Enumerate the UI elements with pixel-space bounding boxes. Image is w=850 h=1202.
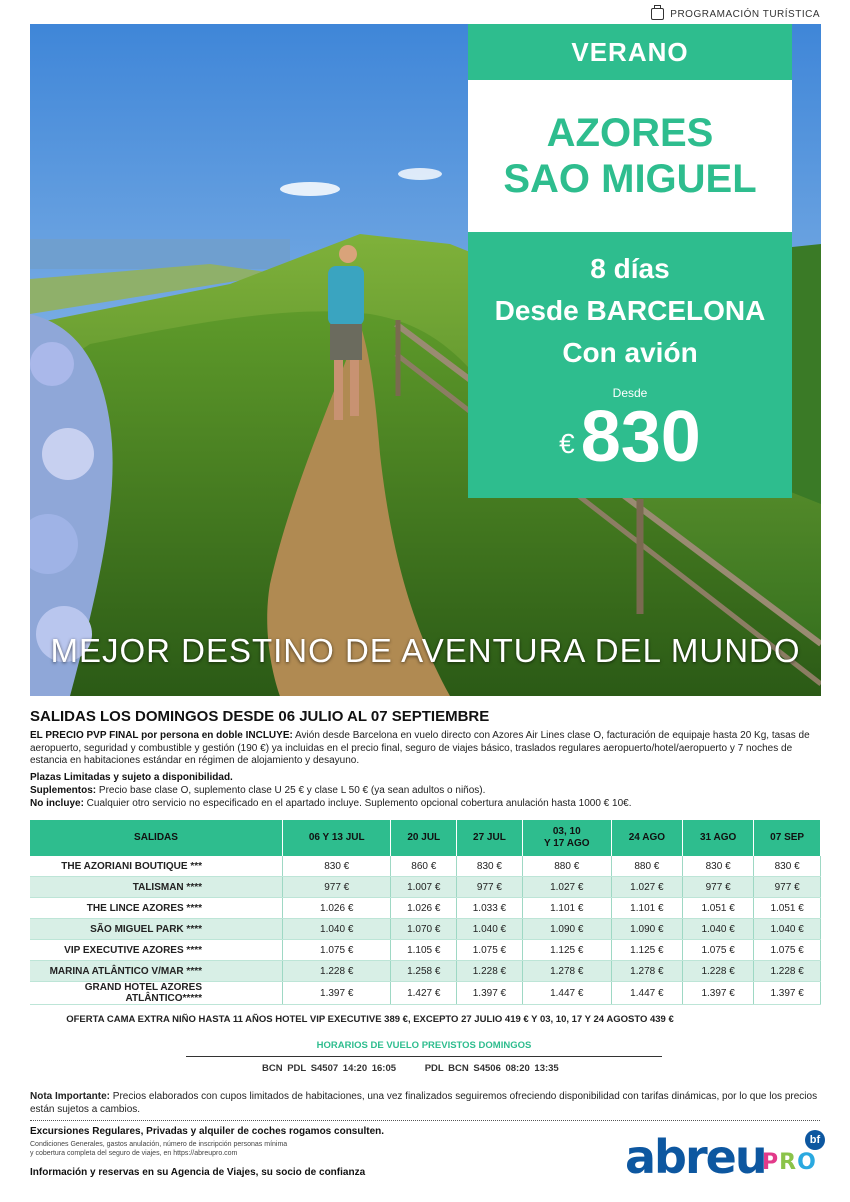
footer-info: Información y reservas en su Agencia de Viajes, su socio de confianza [30,1167,366,1178]
header-col-2: 20 JUL [391,820,457,856]
hotel-name: THE AZORIANI BOUTIQUE *** [30,856,283,877]
price-cell: 1.397 € [457,982,523,1005]
pro-letter-p: P [762,1150,780,1175]
pro-letter-o: O [797,1150,817,1175]
child-bed-offer: OFERTA CAMA EXTRA NIÑO HASTA 11 AÑOS HOTEL VIP EXECUTIVE 389 €, EXCEPTO 27 JULIO 419 € Y 03, 10, 17 Y 24 AGOSTO 439 € [66,1014,674,1025]
price-block [468,396,792,478]
trip-info [468,232,792,498]
price-cell: 977 € [683,877,754,898]
price-cell: 1.040 € [754,919,821,940]
table-row [30,940,821,961]
header-col-3: 27 JUL [457,820,523,856]
includes-paragraph [30,730,820,768]
flight-schedule-title: HORARIOS DE VUELO PREVISTOS DOMINGOS [186,1040,662,1057]
price-cell: 1.101 € [611,898,682,919]
header-col-4-line2: Y 17 AGO [543,838,590,849]
table-row [30,982,821,1005]
destination-line-1: AZORES [546,111,714,155]
hotel-name: GRAND HOTEL AZORES ATLÂNTICO***** [30,982,283,1005]
price-cell: 830 € [754,856,821,877]
price-currency: € [559,428,575,459]
price-cell: 1.090 € [522,919,611,940]
price-cell: 1.027 € [611,877,682,898]
price-cell: 1.447 € [522,982,611,1005]
table-row [30,898,821,919]
price-cell: 1.007 € [391,877,457,898]
price-cell: 1.051 € [754,898,821,919]
price-cell: 1.228 € [457,961,523,982]
header-col-5: 24 AGO [611,820,682,856]
price-cell: 1.427 € [391,982,457,1005]
price-cell: 1.125 € [611,940,682,961]
hotel-name: SÃO MIGUEL PARK **** [30,919,283,940]
table-header-row [30,820,821,856]
limited-paragraph [30,772,820,785]
price-cell: 1.228 € [283,961,391,982]
not-included-text: Cualquier otro servicio no especificado en el apartado incluye. Suplemento opcional cobertura anulación hasta 1000 € 10€. [83,798,632,809]
price-cell: 1.075 € [754,940,821,961]
price-cell: 1.075 € [683,940,754,961]
price-cell: 1.278 € [611,961,682,982]
price-cell: 1.070 € [391,919,457,940]
trip-origin: Desde BARCELONA [494,295,766,326]
trip-transport: Con avión [562,337,698,368]
note-text: Precios elaborados con cupos limitados de habitaciones, una vez finalizados seguiremos ofreciendo disponibilidad con tarifas dinámicas, por lo que los precios están sujetos a cambios. [30,1091,818,1115]
conditions-text [30,1140,350,1158]
price-cell: 880 € [611,856,682,877]
flight-outbound: BCN PDL S4507 14:20 16:05 [262,1063,397,1074]
hotel-name: TALISMAN **** [30,877,283,898]
trip-days: 8 días [590,253,670,284]
price-cell: 977 € [754,877,821,898]
price-cell: 1.278 € [522,961,611,982]
price-cell: 880 € [522,856,611,877]
divider [30,1120,820,1121]
price-cell: 1.051 € [683,898,754,919]
hotel-name: MARINA ATLÂNTICO V/MAR **** [30,961,283,982]
price-value: 830 [580,397,701,477]
table-row [30,961,821,982]
price-cell: 1.040 € [683,919,754,940]
price-cell: 830 € [283,856,391,877]
price-cell: 860 € [391,856,457,877]
price-cell: 1.101 € [522,898,611,919]
price-cell: 1.075 € [283,940,391,961]
table-row [30,856,821,877]
price-cell: 830 € [683,856,754,877]
price-cell: 1.125 € [522,940,611,961]
price-cell: 830 € [457,856,523,877]
hotel-name: THE LINCE AZORES **** [30,898,283,919]
destination-title [468,80,792,232]
price-cell: 1.397 € [683,982,754,1005]
price-cell: 1.090 € [611,919,682,940]
price-cell: 1.228 € [754,961,821,982]
price-cell: 1.397 € [283,982,391,1005]
abreu-pro-logo [625,1130,825,1184]
season-label: VERANO [468,24,792,80]
header-col-6: 31 AGO [683,820,754,856]
flight-return: PDL BCN S4506 08:20 13:35 [424,1063,559,1074]
programacion-tag [651,8,820,20]
header-col-7: 07 SEP [754,820,821,856]
price-cell: 1.040 € [283,919,391,940]
suitcase-icon [651,8,664,20]
pro-letter-r: R [779,1150,798,1175]
price-cell: 1.447 € [611,982,682,1005]
destination-line-2: SAO MIGUEL [503,157,757,201]
hero-slogan: MEJOR DESTINO DE AVENTURA DEL MUNDO [50,632,801,669]
supplements-label: Suplementos: [30,785,97,796]
price-cell: 1.228 € [683,961,754,982]
table-row [30,877,821,898]
rates-table [30,820,821,1005]
price-cell: 1.027 € [522,877,611,898]
header-salidas: SALIDAS [30,820,283,856]
supplements-text: Precio base clase O, suplemento clase U 25 € y clase L 50 € (ya sean adultos o niños). [96,785,486,796]
price-cell: 1.033 € [457,898,523,919]
header-col-1: 06 Y 13 JUL [283,820,391,856]
pro-wordmark [762,1150,817,1175]
includes-text: Avión desde Barcelona en vuelo directo con Azores Air Lines clase O, facturación de equipaje hasta 20 Kg, tasas de aeropuerto, seguridad y combustible y gestión (190 €) ya incluidas en el precio final, seguro de viajes básico, traslados regulares aeropuerto/hotel/aeropuerto y 7 noches de estancia en habitaciones estándar en régimen de alojamiento y desayuno. [30,730,810,766]
price-cell: 1.026 € [391,898,457,919]
programacion-label: PROGRAMACIÓN TURÍSTICA [670,8,820,20]
price-cell: 1.258 € [391,961,457,982]
limited-text: Plazas Limitadas y sujeto a disponibilidad. [30,772,233,783]
table-row [30,919,821,940]
price-cell: 977 € [457,877,523,898]
conditions-line-1: Condiciones Generales, gastos anulación, número de inscripción personas mínima [30,1141,288,1148]
not-included-label: No incluye: [30,798,84,809]
note-label: Nota Importante: [30,1091,110,1102]
price-cell: 977 € [283,877,391,898]
includes-label: EL PRECIO PVP FINAL por persona en doble INCLUYE: [30,730,293,741]
price-cell: 1.040 € [457,919,523,940]
price-from-label: Desde [612,386,648,400]
excursions-text: Excursiones Regulares, Privadas y alquiler de coches rogamos consulten. [30,1126,385,1137]
abreu-wordmark: abreu [625,1130,766,1184]
conditions-line-2: y cobertura completa del seguro de viajes, en https://abreupro.com [30,1150,238,1157]
section-title: SALIDAS LOS DOMINGOS DESDE 06 JULIO AL 07 SEPTIEMBRE [30,708,490,725]
price-cell: 1.105 € [391,940,457,961]
bf-badge: bf [805,1130,825,1150]
price-cell: 1.397 € [754,982,821,1005]
not-included-paragraph [30,798,820,811]
price-cell: 1.075 € [457,940,523,961]
supplements-paragraph [30,785,820,798]
header-col-4-line1: 03, 10 [552,826,581,837]
important-note [30,1090,820,1116]
hotel-name: VIP EXECUTIVE AZORES **** [30,940,283,961]
header-col-4 [522,820,611,856]
flight-schedule [262,1063,583,1074]
offer-panel [468,24,792,498]
price-cell: 1.026 € [283,898,391,919]
